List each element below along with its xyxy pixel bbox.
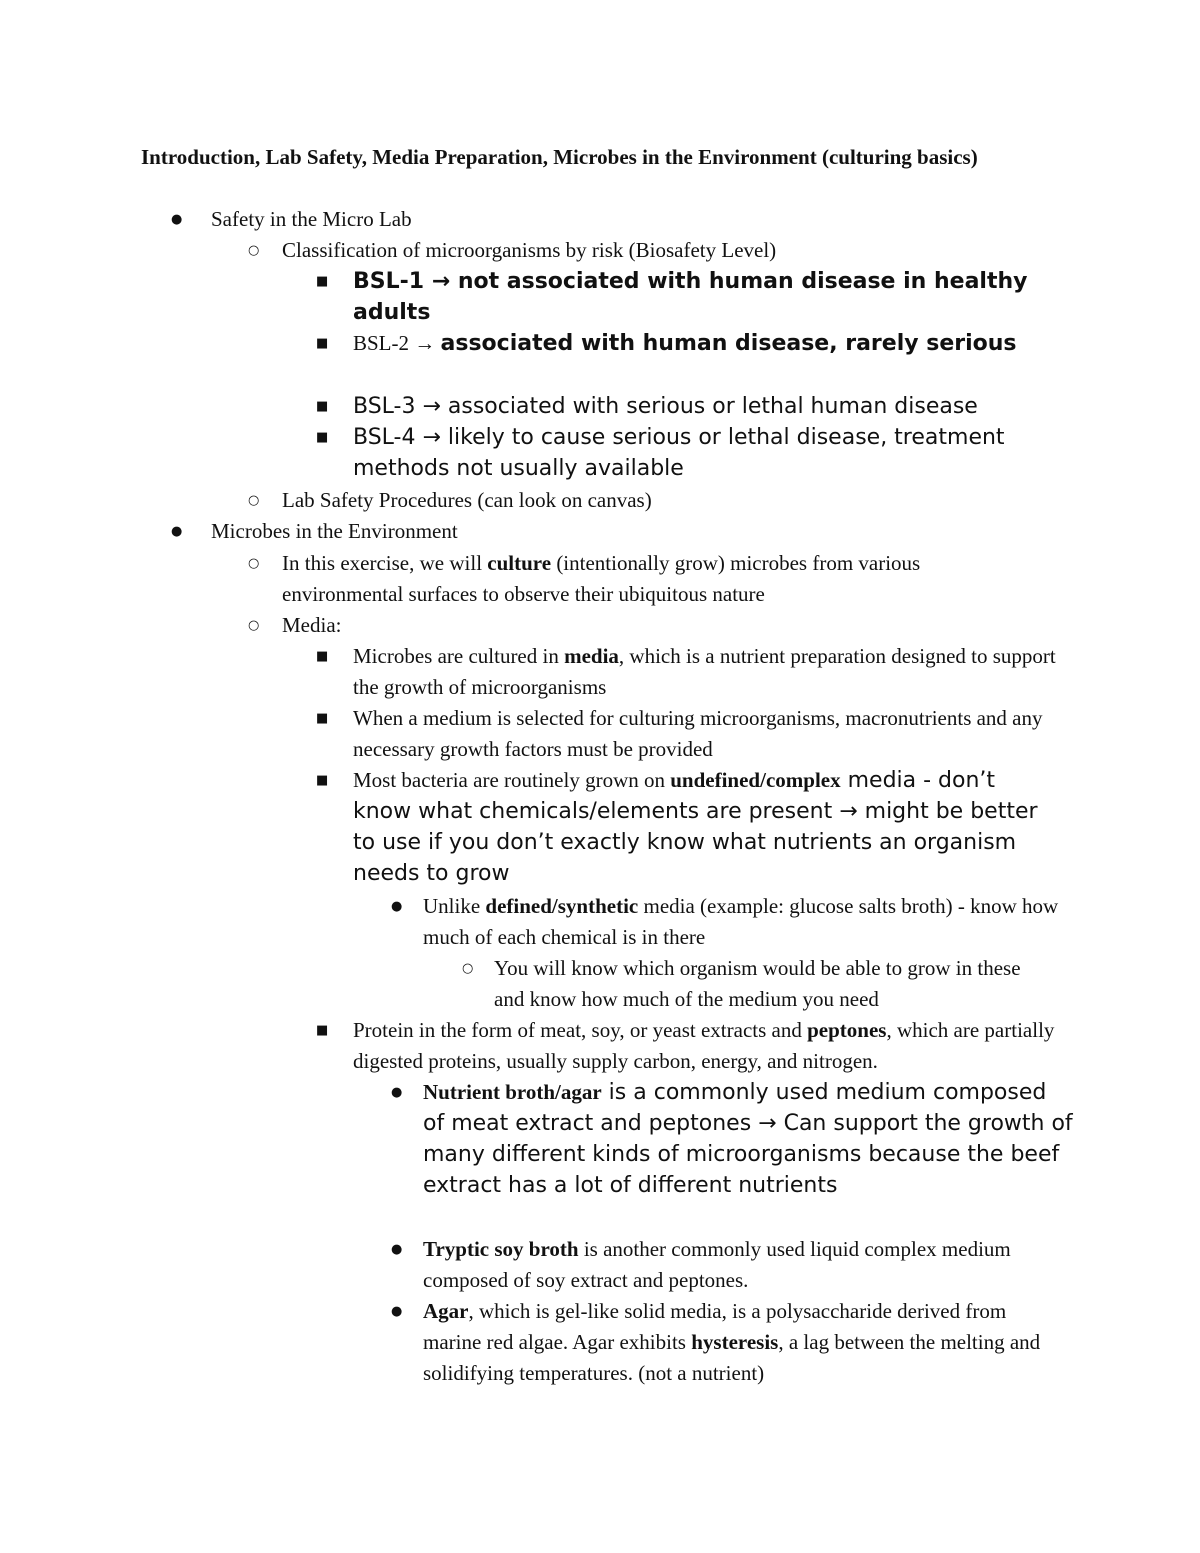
- tryptic-soy-term: Tryptic soy broth: [423, 1237, 579, 1261]
- undefined-complex-term: undefined/complex: [670, 768, 841, 792]
- list-item-bsl2: [316, 328, 1033, 359]
- agar-desc-b: , which is gel-like solid media, is a polysaccharide derived from marine red algae. Agar exhibits: [423, 1299, 1007, 1354]
- document-title: Introduction, Lab Safety, Media Preparation, Microbes in the Environment (culturing basics): [141, 145, 978, 169]
- media1-a: Microbes are cultured in: [353, 644, 565, 668]
- bsl2-prefix: BSL-2 →: [353, 331, 441, 355]
- unlike-a: Unlike: [423, 894, 486, 918]
- list-item-bsl3: [316, 391, 1073, 422]
- square-bullet-icon: ■: [316, 1023, 329, 1038]
- undefined-media-text: [353, 765, 1058, 889]
- disc-bullet-icon: ●: [391, 899, 403, 914]
- medium-selected-text: When a medium is selected for culturing microorganisms, macronutrients and any necessary growth factors must be provided: [353, 706, 1043, 761]
- agar-term: Agar: [423, 1299, 469, 1323]
- exercise-text: [282, 548, 1022, 610]
- procedures-text: Lab Safety Procedures (can look on canvas): [282, 488, 652, 512]
- defined-media-text: [423, 891, 1063, 953]
- list-item-undefined-media: [316, 765, 1058, 889]
- peptones-term: peptones: [807, 1018, 887, 1042]
- nutrient-broth-desc: is a commonly used medium composed of meat extract and peptones → Can support the growth of many different kinds of microorganisms because the beef extract has a lot of different nutrients: [423, 1080, 1073, 1198]
- square-bullet-icon: ■: [316, 649, 329, 664]
- exercise-text-c: (intentionally grow) microbes from various environmental surfaces to observe their ubiquitous nature: [282, 551, 921, 606]
- list-item-bsl1: [316, 266, 1033, 328]
- defined-synthetic-term: defined/synthetic: [485, 894, 639, 918]
- nutrient-broth-term: Nutrient broth/agar: [423, 1080, 602, 1104]
- list-item-nutrient-broth: [391, 1077, 1073, 1201]
- list-item-environment: [171, 516, 1071, 547]
- exercise-text-a: In this exercise, we will: [282, 551, 488, 575]
- disc-bullet-icon: ●: [391, 1304, 403, 1319]
- media3-c: media - don’t know what chemicals/elements are present → might be better to use if you don’t exactly know what nutrients an organism needs to grow: [353, 768, 1038, 886]
- circle-bullet-icon: ○: [248, 618, 260, 633]
- list-item-medium-selected: [316, 703, 1058, 765]
- square-bullet-icon: ■: [316, 336, 329, 351]
- bsl2-text: [353, 328, 1033, 359]
- list-item-bsl4: [316, 422, 1073, 484]
- list-item-procedures: [248, 485, 1072, 516]
- media-cultured-text: [353, 641, 1058, 703]
- environment-heading: Microbes in the Environment: [211, 519, 458, 543]
- tryptic-soy-text: [423, 1234, 1063, 1296]
- media-label: Media:: [282, 613, 342, 637]
- safety-heading: Safety in the Micro Lab: [211, 207, 412, 231]
- disc-bullet-icon: ●: [391, 1085, 403, 1100]
- bsl1-text: BSL-1 → not associated with human disease in healthy adults: [353, 269, 1028, 325]
- bsl2-rest: associated with human disease, rarely serious: [440, 331, 1017, 356]
- media1-c: , which is a nutrient preparation designed to support the growth of microorganisms: [353, 644, 1056, 699]
- unlike-c: media (example: glucose salts broth) - know how much of each chemical is in there: [423, 894, 1059, 949]
- square-bullet-icon: ■: [316, 430, 329, 445]
- circle-bullet-icon: ○: [248, 556, 260, 571]
- classification-text: Classification of microorganisms by risk (Biosafety Level): [282, 238, 777, 262]
- list-item-safety: [171, 204, 1071, 235]
- list-item-media-cultured: [316, 641, 1058, 703]
- hysteresis-term: hysteresis: [691, 1330, 779, 1354]
- square-bullet-icon: ■: [316, 274, 329, 289]
- media-term: media: [564, 644, 619, 668]
- agar-text: [423, 1296, 1063, 1389]
- protein-text: [353, 1015, 1068, 1077]
- media3-a: Most bacteria are routinely grown on: [353, 768, 671, 792]
- circle-bullet-icon: ○: [248, 493, 260, 508]
- list-item-agar: [391, 1296, 1063, 1389]
- list-item-defined-media: [391, 891, 1063, 953]
- protein-a: Protein in the form of meat, soy, or yeast extracts and: [353, 1018, 808, 1042]
- disc-bullet-icon: ●: [171, 524, 183, 539]
- list-item-organism-know: [462, 953, 1054, 1015]
- square-bullet-icon: ■: [316, 711, 329, 726]
- nutrient-broth-text: [423, 1077, 1073, 1201]
- disc-bullet-icon: ●: [391, 1242, 403, 1257]
- bsl4-text: BSL-4 → likely to cause serious or lethal disease, treatment methods not usually available: [353, 425, 1005, 481]
- circle-bullet-icon: ○: [248, 243, 260, 258]
- tryptic-soy-desc: is another commonly used liquid complex medium composed of soy extract and peptones.: [423, 1237, 1011, 1292]
- protein-c: , which are partially digested proteins, usually supply carbon, energy, and nitrogen.: [353, 1018, 1055, 1073]
- disc-bullet-icon: ●: [171, 212, 183, 227]
- organism-know-text: You will know which organism would be able to grow in these and know how much of the medium you need: [494, 956, 1021, 1011]
- bsl3-text: BSL-3 → associated with serious or lethal human disease: [353, 394, 978, 419]
- agar-desc-d: , a lag between the melting and solidifying temperatures. (not a nutrient): [423, 1330, 1041, 1385]
- list-item-protein: [316, 1015, 1068, 1077]
- square-bullet-icon: ■: [316, 773, 329, 788]
- list-item-tryptic-soy: [391, 1234, 1063, 1296]
- circle-bullet-icon: ○: [462, 961, 474, 976]
- culture-term: culture: [487, 551, 552, 575]
- square-bullet-icon: ■: [316, 399, 329, 414]
- list-item-exercise: [248, 548, 1022, 610]
- list-item-media: [248, 610, 1072, 641]
- list-item-classification: [248, 235, 1072, 266]
